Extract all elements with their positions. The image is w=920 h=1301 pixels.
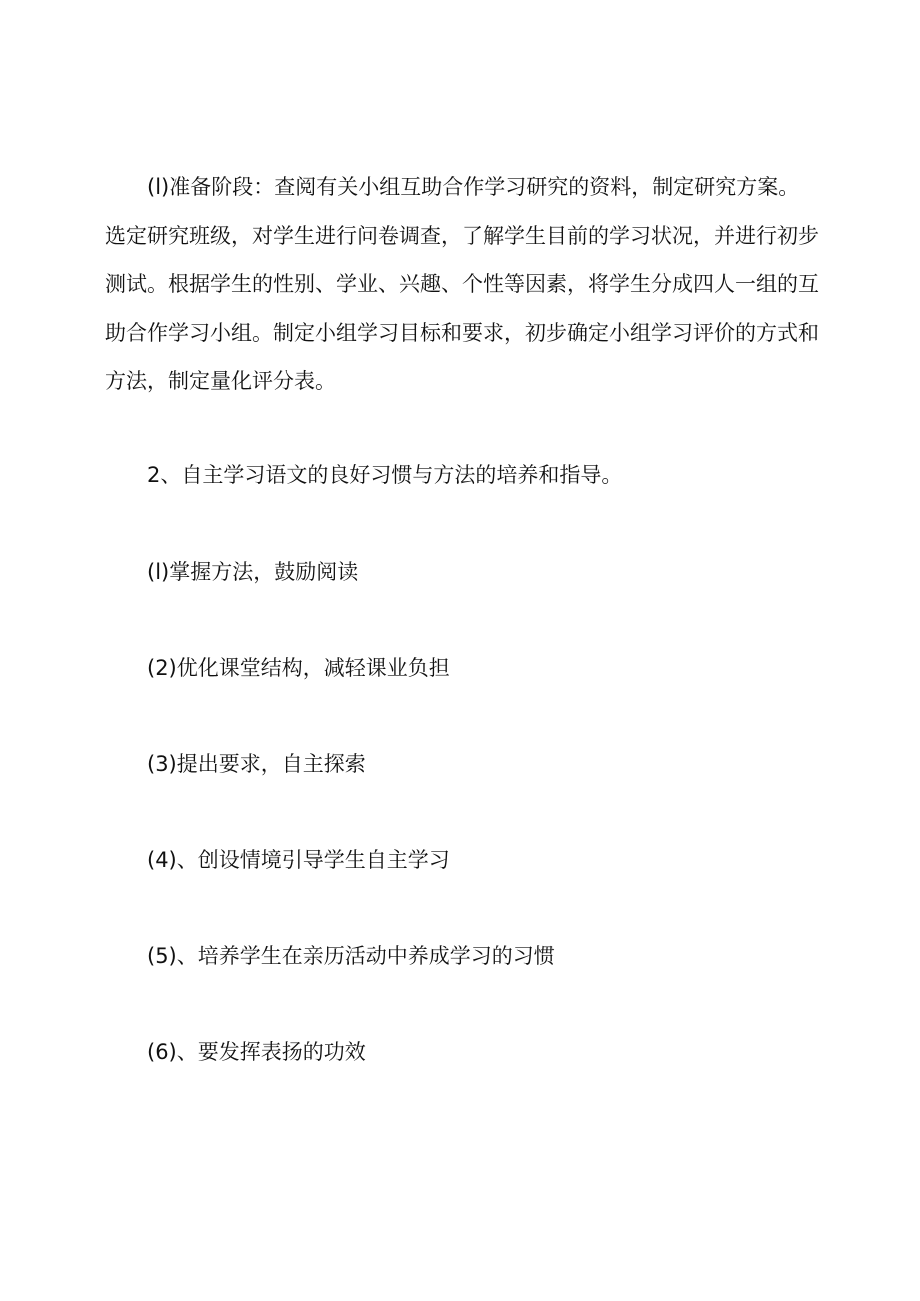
list-item-learning-habits: (5)、培养学生在亲历活动中养成学习的习惯: [147, 944, 555, 968]
list-item-create-situations: (4)、创设情境引导学生自主学习: [147, 848, 450, 872]
paragraph-preparation-stage: (l)准备阶段：查阅有关小组互助合作学习研究的资料，制定研究方案。选定研究班级，对学生进行问卷调查，了解学生目前的学习状况，并进行初步测试。根据学生的性别、学业、兴趣、个性等因素，将学生分成四人一组的互助合作学习小组。制定小组学习目标和要求，初步确定小组学习评价的方式和方法，制定量化评分表。: [105, 175, 819, 393]
list-item-optimize-classroom: (2)优化课堂结构，减轻课业负担: [147, 656, 450, 680]
list-item-praise-effect: (6)、要发挥表扬的功效: [147, 1040, 366, 1064]
list-item-propose-requirements: (3)提出要求，自主探索: [147, 752, 366, 776]
heading-self-study-habits: 2、自主学习语文的良好习惯与方法的培养和指导。: [147, 463, 623, 487]
list-item-reading-method: (l)掌握方法，鼓励阅读: [147, 560, 359, 584]
